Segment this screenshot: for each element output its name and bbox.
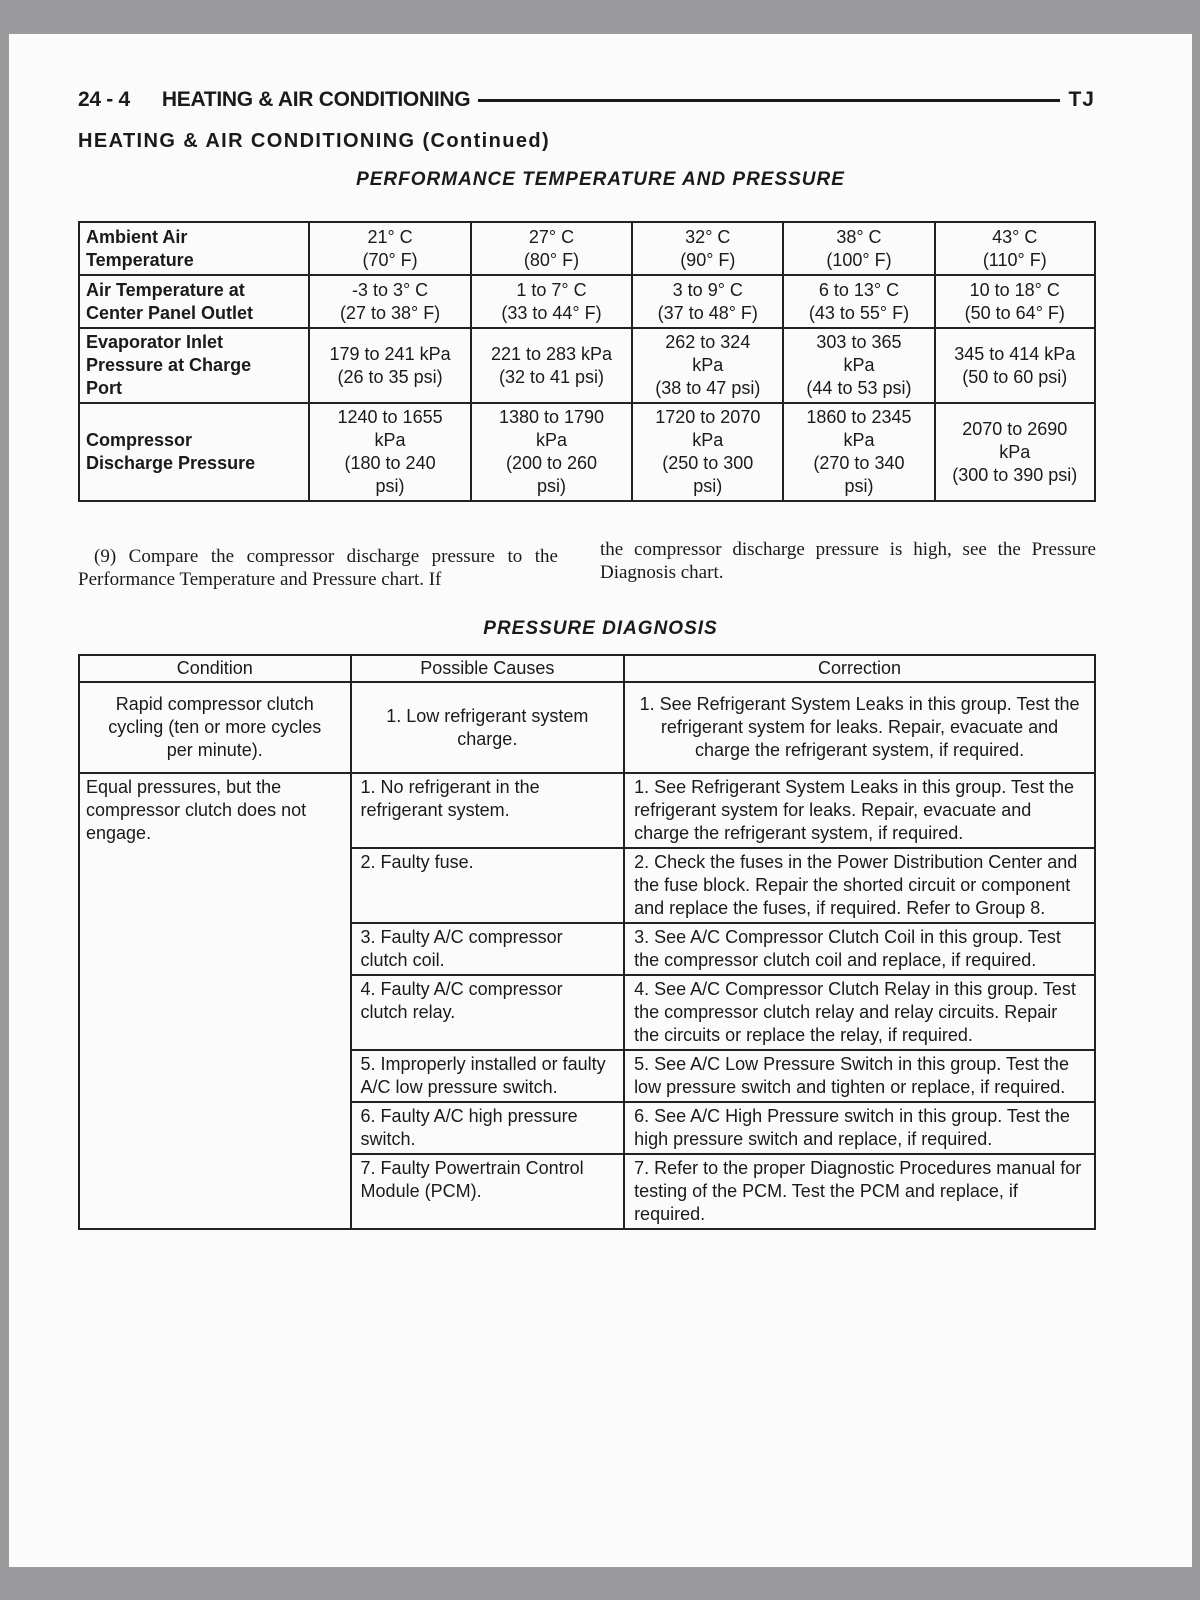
performance-row: [79, 275, 1095, 328]
correction-cell: 2. Check the fuses in the Power Distribution Center and the fuse block. Repair the shorted circuit or component and replace the fuses, if required. Refer to Group 8.: [624, 848, 1095, 923]
value-cell: [309, 275, 470, 328]
value-line: 6 to 13° C: [818, 279, 900, 300]
row-label-line: Evaporator Inlet: [86, 332, 224, 352]
row-label-line: Pressure at Charge: [86, 355, 252, 375]
value-line: kPa: [843, 355, 875, 375]
value-cell: [632, 403, 783, 501]
correction-cell: 1. See Refrigerant System Leaks in this group. Test the refrigerant system for leaks. Repair, evacuate and charge the refrigerant system, if required.: [624, 682, 1095, 773]
condition-cell: Rapid compressor clutch cycling (ten or more cycles per minute).: [79, 682, 351, 773]
value-line: (250 to 300: [662, 453, 754, 473]
section-title: HEATING & AIR CONDITIONING: [161, 88, 471, 111]
correction-cell: 1. See Refrigerant System Leaks in this group. Test the refrigerant system for leaks. Repair, evacuate and charge the refrigerant system, if required.: [624, 773, 1095, 848]
value-line: (90° F): [680, 249, 736, 270]
value-line: (32 to 41 psi): [498, 366, 605, 387]
cause-cell: 7. Faulty Powertrain Control Module (PCM).: [351, 1154, 625, 1229]
value-cell: [783, 403, 934, 501]
value-line: 221 to 283 kPa: [490, 343, 613, 364]
value-cell: [309, 328, 470, 403]
performance-row: [79, 403, 1095, 501]
cause-cell: 4. Faulty A/C compressor clutch relay.: [351, 975, 625, 1050]
value-line: 27° C: [528, 226, 575, 247]
row-label-line: Discharge Pressure: [86, 453, 256, 473]
row-label-line: Center Panel Outlet: [86, 302, 254, 323]
performance-row: [79, 328, 1095, 403]
diagnosis-table-caption: PRESSURE DIAGNOSIS: [483, 618, 718, 639]
condition-cell: Equal pressures, but the compressor clutch does not engage.: [79, 773, 351, 1229]
value-line: kPa: [535, 430, 568, 450]
cause-cell: 1. Low refrigerant system charge.: [351, 682, 625, 773]
value-line: psi): [693, 476, 723, 496]
value-line: (27 to 38° F): [339, 302, 441, 323]
diagnosis-row: [79, 773, 1095, 848]
value-cell: [471, 403, 632, 501]
model-code: TJ: [1068, 88, 1095, 111]
value-line: 1720 to 2070: [655, 407, 761, 427]
header-rule: [478, 99, 1060, 102]
value-line: kPa: [999, 441, 1031, 462]
value-line: 1 to 7° C: [516, 279, 587, 300]
value-line: psi): [844, 476, 874, 496]
value-line: 10 to 18° C: [969, 279, 1060, 300]
correction-cell: 3. See A/C Compressor Clutch Coil in this group. Test the compressor clutch coil and replace, if required.: [624, 923, 1095, 975]
value-line: (80° F): [523, 249, 580, 270]
value-cell: [783, 275, 934, 328]
value-line: (180 to 240: [344, 453, 436, 473]
row-label: [79, 403, 309, 501]
performance-row: [79, 222, 1095, 275]
value-line: 262 to 324: [665, 332, 751, 352]
value-line: (26 to 35 psi): [337, 366, 443, 387]
value-line: (43 to 55° F): [808, 302, 910, 323]
cause-cell: 2. Faulty fuse.: [351, 848, 625, 923]
value-line: (70° F): [362, 249, 418, 270]
value-line: (270 to 340: [813, 453, 905, 473]
value-cell: [935, 403, 1095, 501]
row-label-line: Air Temperature at: [86, 279, 245, 300]
value-cell: [632, 328, 783, 403]
value-cell: [471, 328, 632, 403]
value-line: 1240 to 1655: [337, 407, 443, 427]
correction-cell: 6. See A/C High Pressure switch in this group. Test the high pressure switch and replace, if required.: [624, 1102, 1095, 1154]
value-line: (44 to 53 psi): [806, 378, 912, 398]
correction-cell: 7. Refer to the proper Diagnostic Procedures manual for testing of the PCM. Test the PCM and replace, if required.: [624, 1154, 1095, 1229]
row-label: [79, 275, 309, 328]
performance-table: [78, 221, 1096, 502]
value-cell: [783, 328, 934, 403]
paragraph-left: (9) Compare the compressor discharge pressure to the Performance Temperature and Pressure chart. If: [78, 546, 558, 590]
page-number: 24 - 4: [78, 88, 130, 111]
paragraph-right: the compressor discharge pressure is high, see the Pressure Diagnosis chart.: [600, 539, 1096, 583]
continued-title: HEATING & AIR CONDITIONING (Continued): [78, 130, 551, 152]
value-line: 1380 to 1790: [498, 407, 605, 427]
value-line: psi): [536, 476, 566, 496]
cause-cell: 6. Faulty A/C high pressure switch.: [351, 1102, 625, 1154]
diagnosis-row: [79, 682, 1095, 773]
value-line: (37 to 48° F): [657, 302, 758, 323]
manual-page: [9, 34, 1192, 1567]
value-line: 3 to 9° C: [672, 279, 743, 300]
header-condition: Condition: [79, 655, 351, 682]
value-line: (300 to 390 psi): [952, 464, 1078, 485]
value-line: 21° C: [367, 226, 413, 247]
value-line: psi): [375, 476, 405, 496]
value-line: 345 to 414 kPa: [954, 343, 1076, 364]
value-line: kPa: [692, 430, 724, 450]
value-line: 1860 to 2345: [806, 407, 912, 427]
row-label-line: Compressor: [86, 430, 193, 450]
value-line: -3 to 3° C: [351, 279, 429, 300]
value-line: (100° F): [826, 249, 892, 270]
diagnosis-table: [78, 654, 1096, 1230]
value-line: (110° F): [982, 249, 1047, 270]
performance-table-caption: PERFORMANCE TEMPERATURE AND PRESSURE: [356, 169, 845, 190]
value-line: 38° C: [836, 226, 882, 247]
value-line: 32° C: [685, 226, 731, 247]
value-line: (200 to 260: [505, 453, 598, 473]
value-line: (33 to 44° F): [501, 302, 602, 323]
value-cell: [471, 275, 632, 328]
value-cell: [935, 222, 1095, 275]
value-line: 303 to 365: [816, 332, 902, 352]
value-line: (50 to 60 psi): [962, 366, 1068, 387]
value-cell: [309, 222, 470, 275]
page-header: [78, 88, 1095, 112]
value-line: 179 to 241 kPa: [329, 343, 451, 364]
value-cell: [935, 275, 1095, 328]
value-cell: [471, 222, 632, 275]
header-causes: Possible Causes: [351, 655, 625, 682]
value-cell: [632, 275, 783, 328]
value-line: kPa: [692, 355, 724, 375]
value-line: kPa: [843, 430, 875, 450]
cause-cell: 5. Improperly installed or faulty A/C low pressure switch.: [351, 1050, 625, 1102]
value-cell: [632, 222, 783, 275]
correction-cell: 5. See A/C Low Pressure Switch in this group. Test the low pressure switch and tighten or replace, if required.: [624, 1050, 1095, 1102]
correction-cell: 4. See A/C Compressor Clutch Relay in this group. Test the compressor clutch relay and relay circuits. Repair the circuits or replace the relay, if required.: [624, 975, 1095, 1050]
row-label: [79, 222, 309, 275]
value-line: 43° C: [992, 226, 1038, 247]
value-cell: [935, 328, 1095, 403]
value-cell: [309, 403, 470, 501]
cause-cell: 3. Faulty A/C compressor clutch coil.: [351, 923, 625, 975]
header-correction: Correction: [624, 655, 1095, 682]
value-line: (38 to 47 psi): [655, 378, 761, 398]
row-label-line: Ambient Air: [86, 226, 188, 247]
value-line: (50 to 64° F): [964, 302, 1065, 323]
row-label-line: Temperature: [86, 249, 194, 270]
diagnosis-header-row: [79, 655, 1095, 682]
value-cell: [783, 222, 934, 275]
cause-cell: 1. No refrigerant in the refrigerant system.: [351, 773, 625, 848]
value-line: 2070 to 2690: [962, 418, 1068, 439]
row-label: [79, 328, 309, 403]
value-line: kPa: [374, 430, 406, 450]
row-label-line: Port: [86, 378, 122, 398]
